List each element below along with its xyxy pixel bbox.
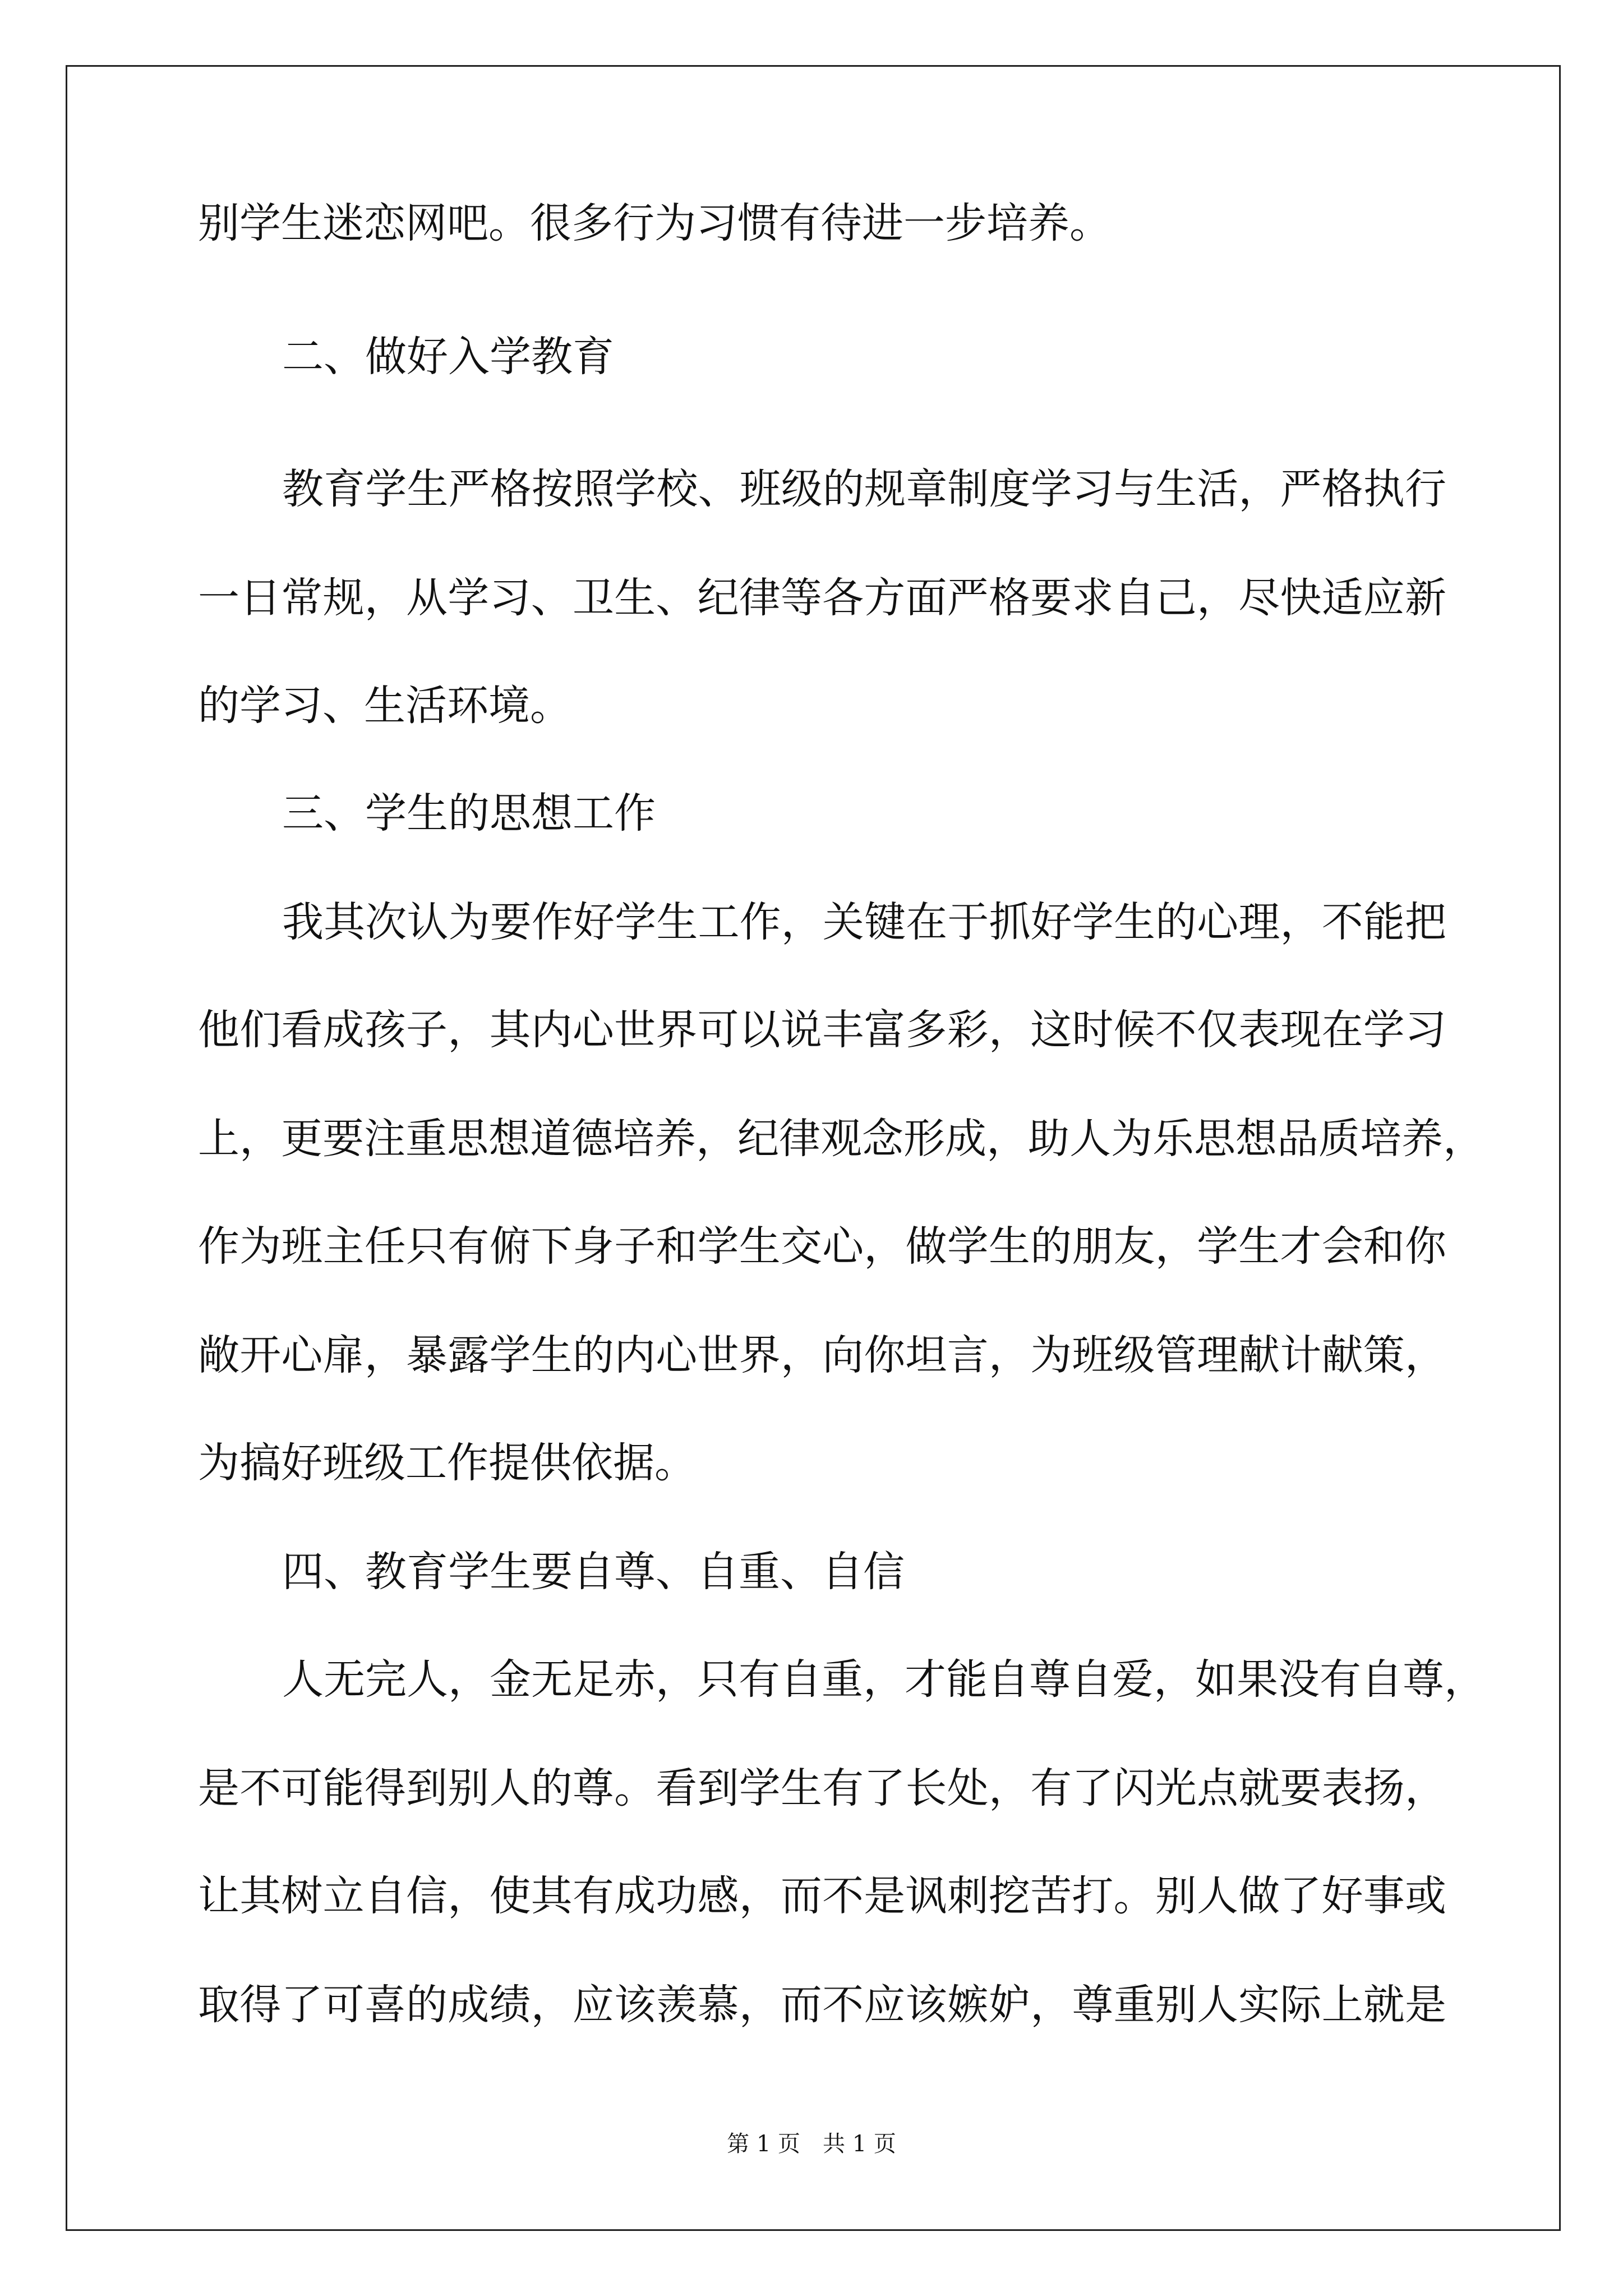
- paragraph-line: 教育学生严格按照学校、班级的规章制度学习与生活，严格执行: [282, 465, 1446, 513]
- paragraph-line: 上，更要注重思想道德培养，纪律观念形成，助人为乐思想品质培养，: [198, 1115, 1484, 1163]
- paragraph-line: 我其次认为要作好学生工作，关键在于抓好学生的心理，不能把: [282, 898, 1446, 946]
- page-number-footer: 第 1 页 共 1 页: [727, 2131, 896, 2157]
- section-heading-2: 二、做好入学教育: [282, 333, 614, 381]
- paragraph-line: 让其树立自信，使其有成功感，而不是讽刺挖苦打。别人做了好事或: [198, 1872, 1446, 1920]
- paragraph-line: 取得了可喜的成绩，应该羡慕，而不应该嫉妒，尊重别人实际上就是: [198, 1981, 1446, 2029]
- paragraph-line: 作为班主任只有俯下身子和学生交心，做学生的朋友，学生才会和你: [198, 1222, 1446, 1271]
- paragraph-line: 人无完人，金无足赤，只有自重，才能自尊自爱，如果没有自尊，: [282, 1655, 1486, 1704]
- paragraph-line: 他们看成孩子，其内心世界可以说丰富多彩，这时候不仅表现在学习: [198, 1006, 1446, 1054]
- paragraph-line: 别学生迷恋网吧。很多行为习惯有待进一步培养。: [198, 199, 1111, 247]
- paragraph-line: 的学习、生活环境。: [198, 682, 571, 730]
- paragraph-line: 敞开心扉，暴露学生的内心世界，向你坦言，为班级管理献计献策，: [198, 1331, 1446, 1379]
- section-heading-3: 三、学生的思想工作: [282, 789, 656, 838]
- paragraph-line: 一日常规，从学习、卫生、纪律等各方面严格要求自己，尽快适应新: [198, 574, 1446, 622]
- paragraph-line: 是不可能得到别人的尊。看到学生有了长处，有了闪光点就要表扬，: [198, 1764, 1446, 1812]
- section-heading-4: 四、教育学生要自尊、自重、自信: [282, 1548, 905, 1596]
- paragraph-line: 为搞好班级工作提供依据。: [198, 1439, 696, 1487]
